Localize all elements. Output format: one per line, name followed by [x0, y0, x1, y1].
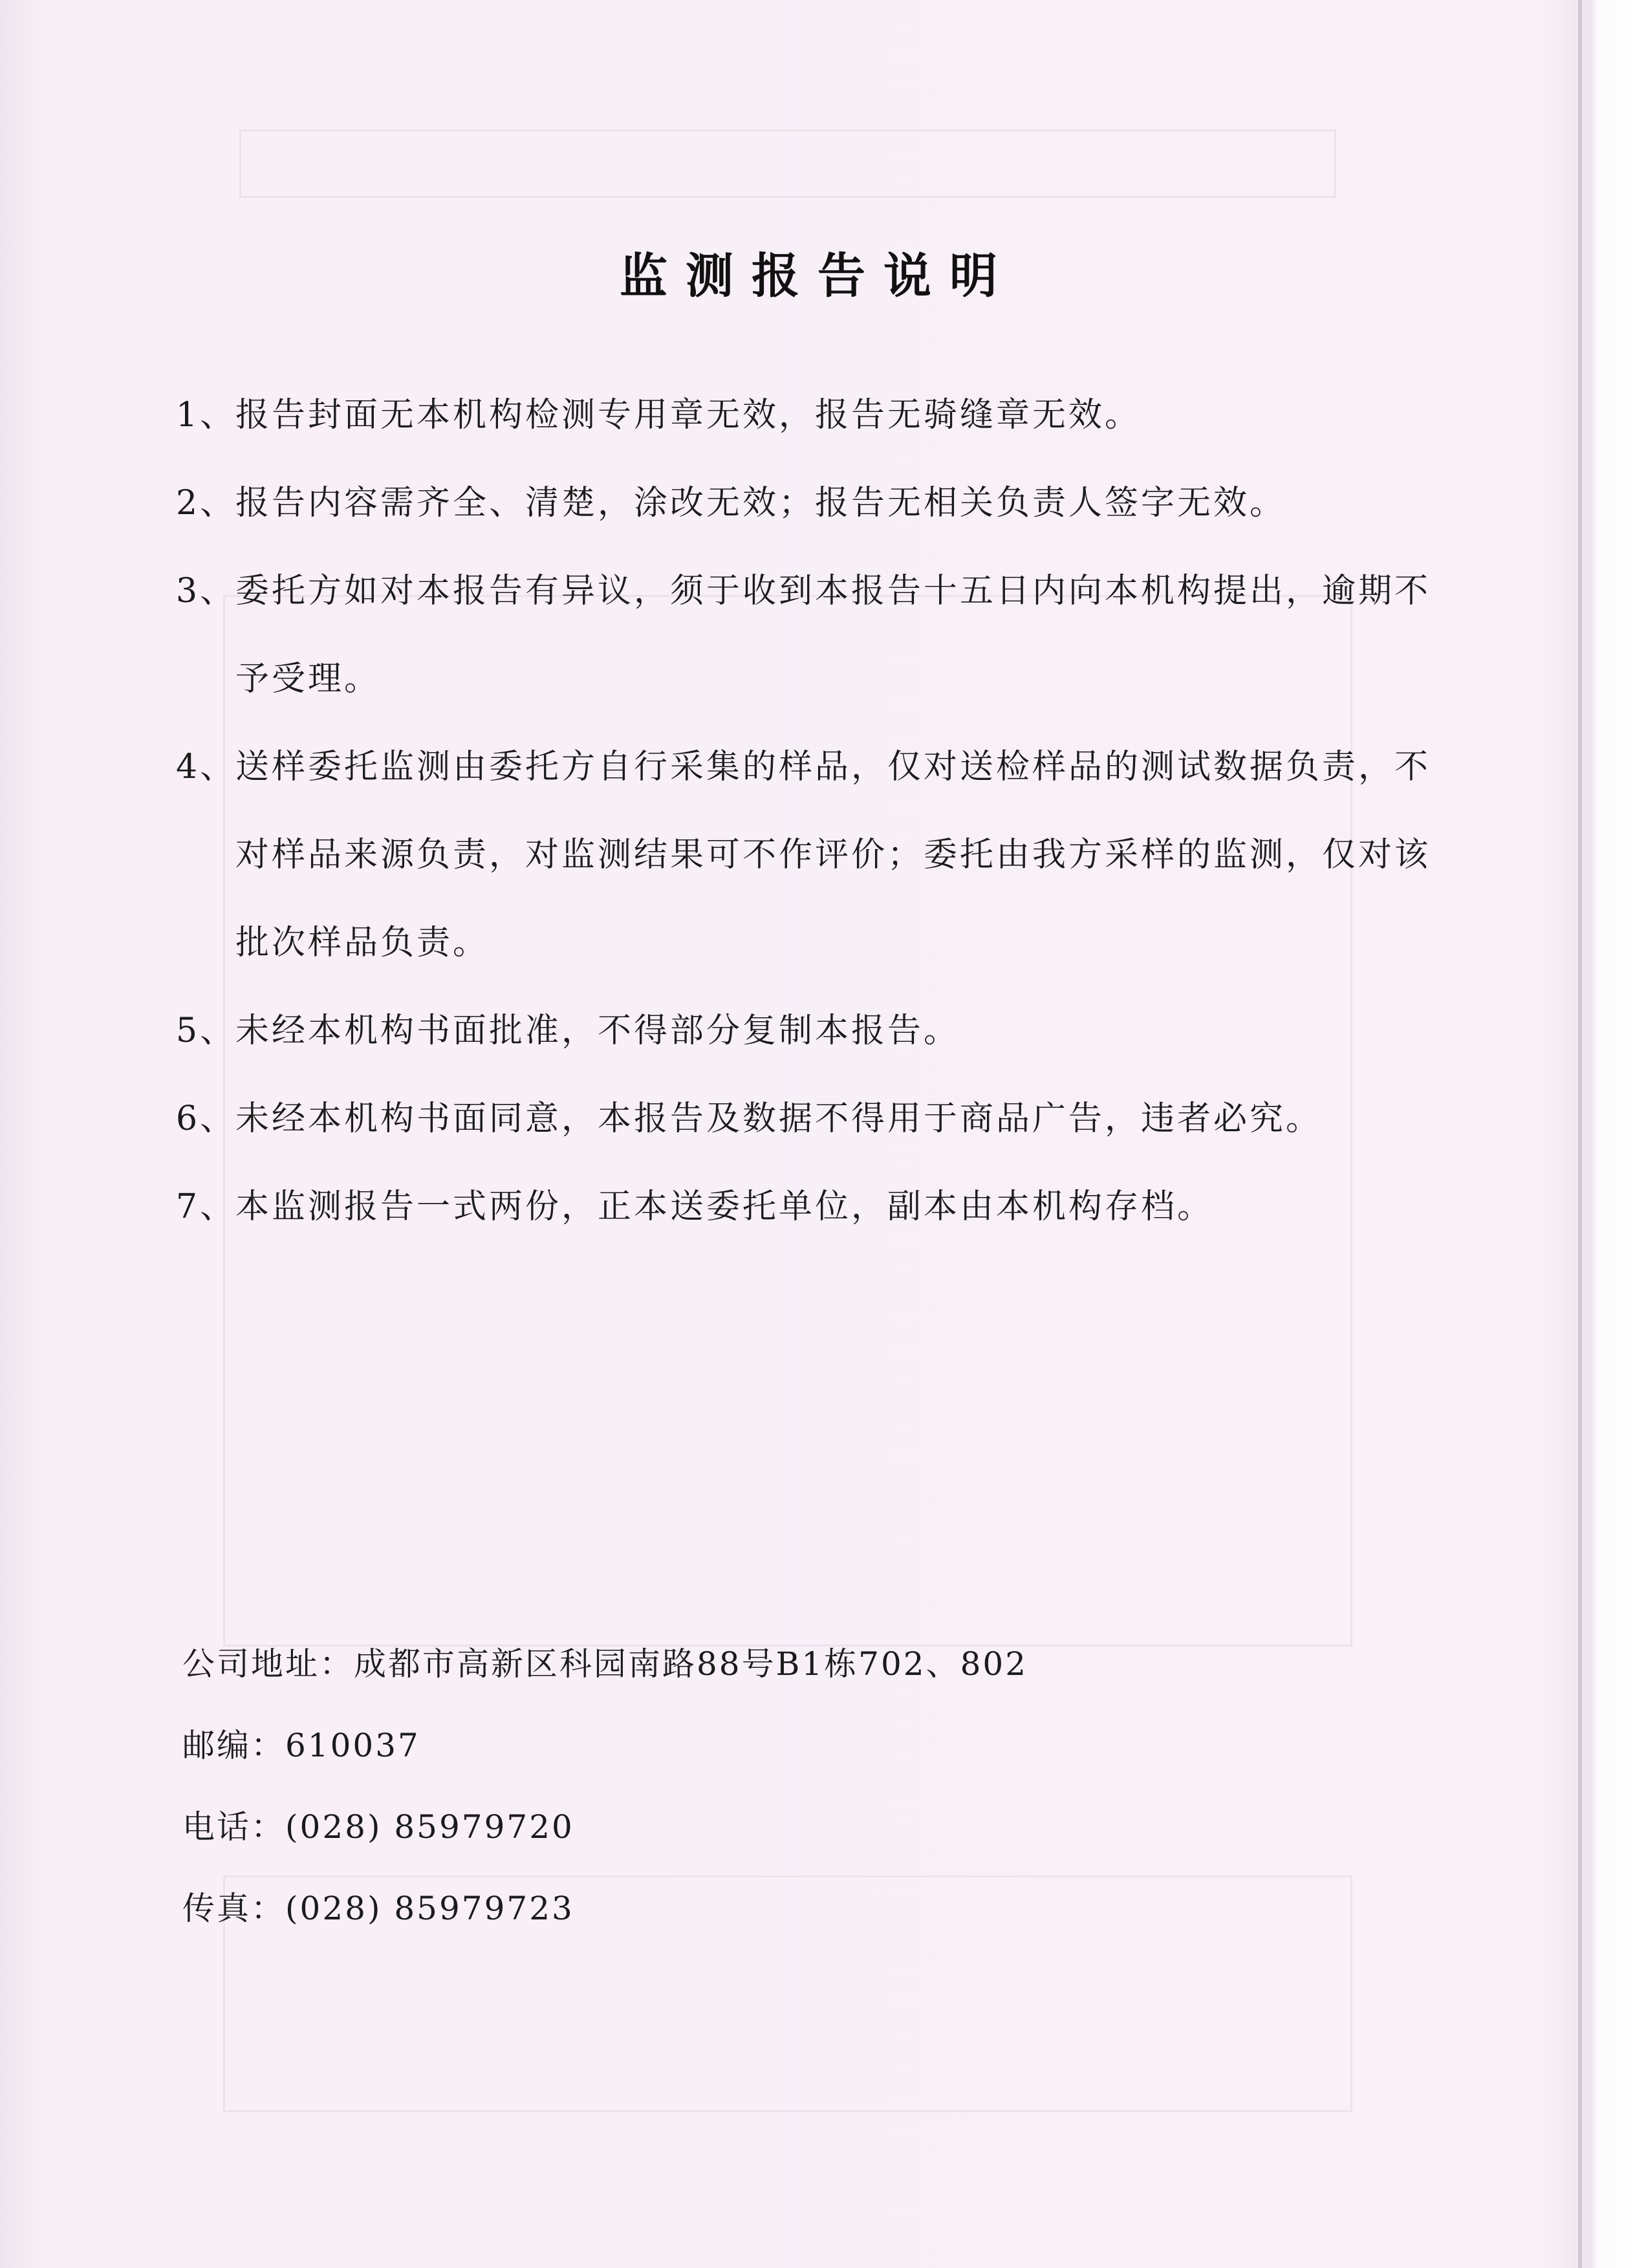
postcode: 邮编：610037 [182, 1727, 420, 1764]
item-text: 本监测报告一式两份，正本送委托单位，副本由本机构存档。 [235, 1187, 1214, 1226]
show-through-header [239, 129, 1336, 198]
list-item [176, 547, 1444, 723]
item-number: 7、 [176, 1187, 237, 1226]
item-number: 3、 [176, 572, 237, 610]
fax-number: 传真：(028) 85979723 [182, 1890, 574, 1927]
phone-number: 电话：(028) 85979720 [182, 1808, 574, 1846]
list-item [176, 723, 1444, 987]
item-number: 2、 [176, 484, 237, 523]
company-address: 公司地址：成都市高新区科园南路88号B1栋702、802 [182, 1645, 1028, 1683]
list-item [176, 459, 1444, 547]
item-text: 报告内容需齐全、清楚，涂改无效；报告无相关负责人签字无效。 [235, 484, 1286, 523]
list-item [176, 1163, 1444, 1251]
item-text: 送样委托监测由委托方自行采集的样品，仅对送检样品的测试数据负责，不对样品来源负责，对监测结果可不作评价；委托由我方采样的监测，仅对该批次样品负责。 [235, 748, 1431, 962]
contact-block [182, 1623, 1028, 1949]
item-text: 未经本机构书面同意，本报告及数据不得用于商品广告，违者必究。 [235, 1099, 1323, 1138]
item-text: 报告封面无本机构检测专用章无效，报告无骑缝章无效。 [235, 396, 1142, 435]
item-number: 6、 [176, 1099, 237, 1138]
item-text: 委托方如对本报告有异议，须于收到本报告十五日内向本机构提出，逾期不予受理。 [235, 572, 1431, 698]
notice-list [176, 371, 1444, 1251]
list-item [176, 371, 1444, 459]
item-number: 5、 [176, 1011, 237, 1050]
binding-edge [1578, 0, 1582, 2268]
page-title: 监测报告说明 [620, 248, 1015, 304]
item-number: 1、 [176, 396, 237, 435]
list-item [176, 1075, 1444, 1163]
item-number: 4、 [176, 748, 237, 786]
item-text: 未经本机构书面批准，不得部分复制本报告。 [235, 1011, 960, 1050]
list-item [176, 987, 1444, 1075]
